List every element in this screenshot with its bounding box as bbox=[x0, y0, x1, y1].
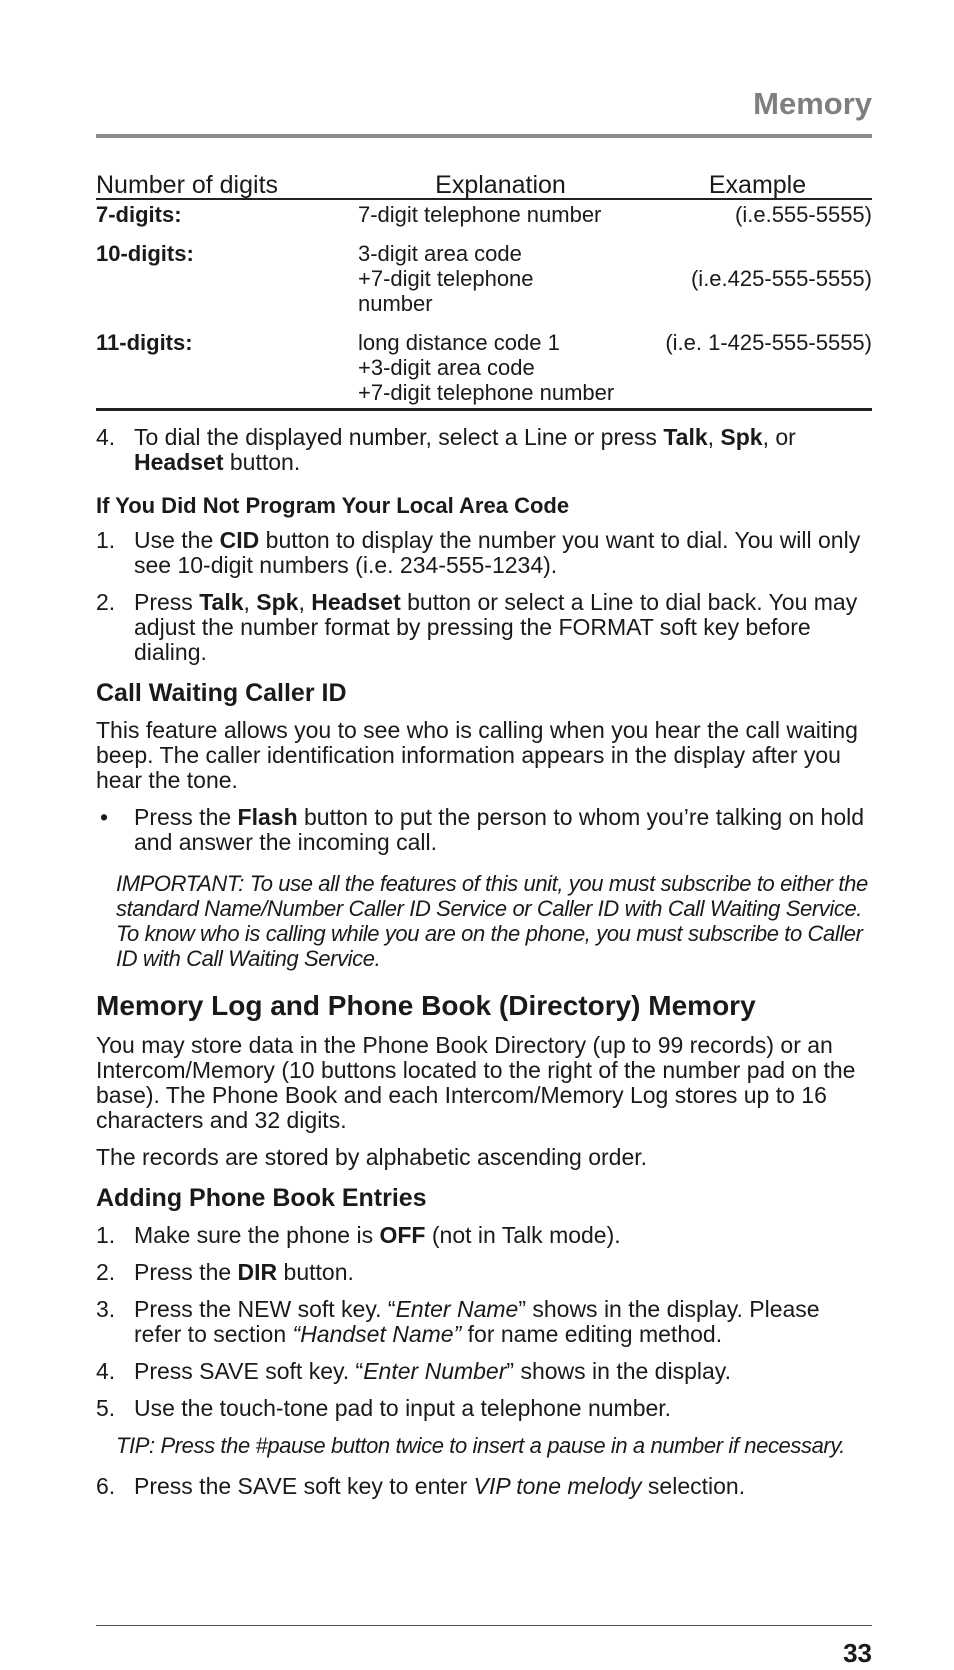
step-text: Press the bbox=[134, 804, 238, 830]
step-text: Make sure the phone is bbox=[134, 1222, 380, 1248]
table-row bbox=[96, 199, 872, 239]
step-text: button. bbox=[277, 1259, 354, 1285]
list-item bbox=[96, 1297, 872, 1347]
list-item bbox=[96, 805, 872, 855]
step-text: Use the touch-tone pad to input a telephone number. bbox=[134, 1395, 672, 1421]
table-header-row bbox=[96, 160, 872, 199]
key-label: OFF bbox=[379, 1222, 426, 1248]
step-text: , bbox=[707, 424, 721, 450]
key-label: Flash bbox=[237, 804, 298, 830]
digits-table bbox=[96, 160, 872, 411]
step-number: 3. bbox=[96, 1296, 116, 1322]
list-item bbox=[96, 1223, 872, 1248]
step-number: 2. bbox=[96, 589, 116, 615]
key-label: Talk bbox=[663, 424, 708, 450]
key-label: Talk bbox=[199, 589, 244, 615]
paragraph: This feature allows you to see who is calling when you hear the call waiting beep. The caller identification information appears in the display after you hear the tone. bbox=[96, 717, 858, 793]
step-number: 5. bbox=[96, 1395, 116, 1421]
tip-note: TIP: Press the #pause button twice to insert a pause in a number if necessary. bbox=[116, 1433, 846, 1458]
step-text: button. bbox=[223, 449, 301, 475]
table-row bbox=[96, 239, 872, 328]
step-text: ” shows in the display. bbox=[506, 1358, 731, 1384]
digits-cell: 7-digits: bbox=[96, 202, 182, 227]
key-label: Spk bbox=[256, 589, 299, 615]
page-header-title: Memory bbox=[753, 86, 872, 121]
explanation-line: +3-digit area code bbox=[358, 355, 535, 380]
example-cell: (i.e.555-5555) bbox=[735, 202, 872, 227]
column-header: Example bbox=[643, 160, 872, 199]
footer-divider bbox=[96, 1625, 872, 1626]
step-text: Press SAVE soft key. “ bbox=[134, 1358, 364, 1384]
step-text: button or select a Line to dial back. You may adjust the number format by pressing the FORMAT soft key before dialing. bbox=[134, 589, 858, 665]
list-item bbox=[96, 528, 872, 578]
step-number: 1. bbox=[96, 1222, 116, 1248]
step-text: To dial the displayed number, select a Line or press bbox=[134, 424, 664, 450]
step-text: Press the bbox=[134, 1259, 238, 1285]
step-text: , bbox=[298, 589, 312, 615]
table-row bbox=[96, 328, 872, 410]
key-label: DIR bbox=[237, 1259, 278, 1285]
digits-cell: 11-digits: bbox=[96, 328, 358, 410]
step-text: button to display the number you want to dial. You will only see 10-digit numbers (i.e. 234-555-1234). bbox=[134, 527, 861, 578]
step-text: Press the NEW soft key. “ bbox=[134, 1296, 396, 1322]
list-item bbox=[96, 1396, 872, 1421]
step-text: for name editing method. bbox=[461, 1321, 723, 1347]
bullet-icon: • bbox=[100, 804, 109, 830]
column-header: Number of digits bbox=[96, 160, 358, 199]
explanation-line: 7-digit telephone number bbox=[358, 202, 602, 227]
digits-cell: 10-digits: bbox=[96, 241, 194, 266]
list-item bbox=[96, 590, 872, 665]
explanation-cell bbox=[358, 328, 643, 410]
step-text: Press the SAVE soft key to enter bbox=[134, 1473, 474, 1499]
step-text: , or bbox=[762, 424, 796, 450]
step-dial-displayed-number bbox=[96, 425, 872, 475]
paragraph: You may store data in the Phone Book Directory (up to 99 records) or an Intercom/Memory (10 buttons located to the right of the number pad on the base). The Phone Book and each Intercom/Memory Log stores up to 16 characters and 32 digits. bbox=[96, 1032, 856, 1133]
column-header: Explanation bbox=[358, 160, 643, 199]
step-number: 6. bbox=[96, 1473, 116, 1499]
explanation-line: number bbox=[358, 291, 433, 316]
step-number: 1. bbox=[96, 527, 116, 553]
header-divider bbox=[96, 134, 872, 138]
display-text: Enter Number bbox=[363, 1358, 507, 1384]
list-item bbox=[96, 1474, 872, 1499]
step-text: ” shows in the display. Please refer to section bbox=[134, 1296, 820, 1347]
explanation-cell bbox=[358, 199, 643, 239]
important-note: IMPORTANT: To use all the features of this unit, you must subscribe to either the standard Name/Number Caller ID Service or Caller ID with Call Waiting Service. To know who is calling while you are on the phone, you must subscribe to Caller ID with Call Waiting Service. bbox=[116, 871, 868, 971]
section-heading: Adding Phone Book Entries bbox=[96, 1184, 427, 1212]
section-reference: “Handset Name” bbox=[292, 1321, 462, 1347]
step-number: 2. bbox=[96, 1259, 116, 1285]
step-text: selection. bbox=[641, 1473, 746, 1499]
display-text: VIP tone melody bbox=[473, 1473, 642, 1499]
section-heading: Call Waiting Caller ID bbox=[96, 679, 347, 707]
example-cell: (i.e.425-555-5555) bbox=[690, 266, 872, 291]
explanation-cell bbox=[358, 239, 643, 328]
key-label: Spk bbox=[720, 424, 763, 450]
example-cell: (i.e. 1-425-555-5555) bbox=[643, 328, 872, 410]
list-item bbox=[96, 1260, 872, 1285]
list-item bbox=[96, 1359, 872, 1384]
explanation-line: 3-digit area code bbox=[358, 241, 522, 266]
explanation-line: long distance code 1 bbox=[358, 330, 560, 355]
step-number: 4. bbox=[96, 424, 116, 450]
page-content bbox=[96, 160, 872, 1511]
step-text: Press bbox=[134, 589, 200, 615]
step-text: Use the bbox=[134, 527, 220, 553]
key-label: Headset bbox=[311, 589, 401, 615]
step-number: 4. bbox=[96, 1358, 116, 1384]
paragraph: The records are stored by alphabetic ascending order. bbox=[96, 1144, 648, 1170]
section-heading: If You Did Not Program Your Local Area Code bbox=[96, 493, 570, 518]
key-label: CID bbox=[219, 527, 260, 553]
page-number: 33 bbox=[843, 1638, 872, 1668]
explanation-line: +7-digit telephone number bbox=[358, 380, 615, 405]
key-label: Headset bbox=[134, 449, 224, 475]
section-heading: Memory Log and Phone Book (Directory) Memory bbox=[96, 990, 756, 1021]
step-text: button to put the person to whom you’re talking on hold and answer the incoming call. bbox=[134, 804, 865, 855]
step-text: (not in Talk mode). bbox=[425, 1222, 621, 1248]
explanation-line: +7-digit telephone bbox=[358, 266, 534, 291]
display-text: Enter Name bbox=[395, 1296, 519, 1322]
step-text: , bbox=[243, 589, 257, 615]
